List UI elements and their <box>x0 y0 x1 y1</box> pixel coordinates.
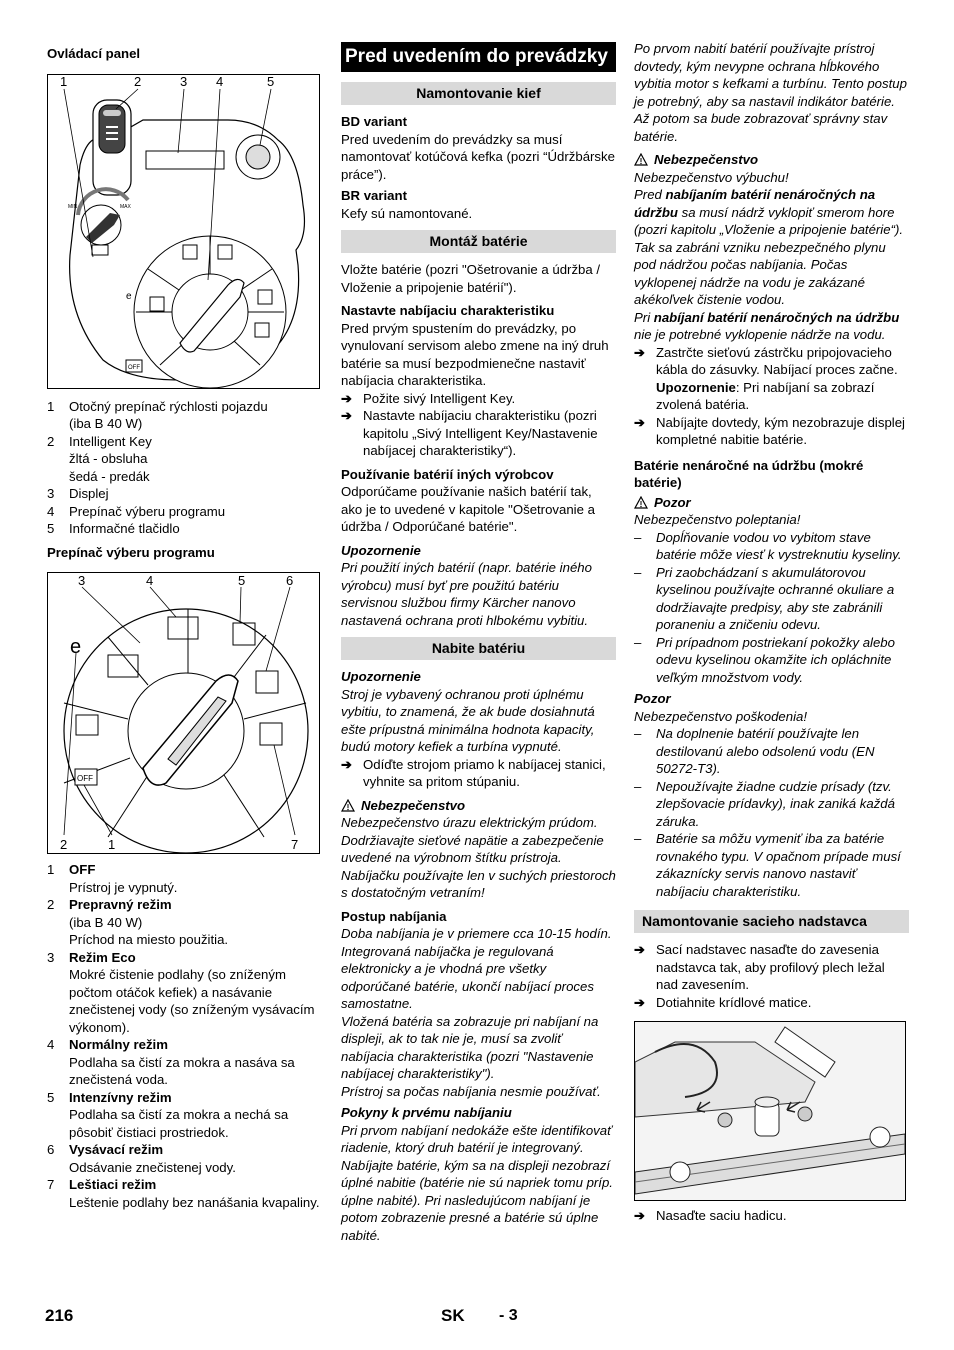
control-panel-figure <box>47 74 320 389</box>
paragraph: Pred uvedením do prevádzky sa musí namontovať kotúčová kefka (pozri “Údržbárske práce”). <box>341 131 615 182</box>
list-item-desc: Leštenie podlahy bez nanášania kvapaliny. <box>69 1194 320 1210</box>
list-item-desc: Podlaha sa čistí za mokra a nasáva sa znečistená voda. <box>69 1054 295 1087</box>
list-item: 1 OFF <box>47 862 96 877</box>
note-heading: Upozornenie <box>341 669 421 684</box>
caution-list <box>634 725 909 900</box>
svg-text:2: 2 <box>60 837 68 852</box>
instruction-step: ➔ Dotiahnite krídlové matice. <box>634 994 812 1010</box>
danger-heading: Nebezpečenstvo <box>341 797 616 815</box>
subheading: BD variant <box>341 114 407 129</box>
instruction-step: ➔ Nastavte nabíjaciu charakteristiku (pozri kapitolu „Sivý Intelligent Key/Nastavenie nabíjacej charakteristiky“). <box>341 408 598 458</box>
note-heading: Upozornenie <box>341 542 421 558</box>
list-item: 4 Normálny režim <box>47 1037 168 1052</box>
fig-num: 5 <box>267 74 275 89</box>
svg-text:e: e <box>126 290 132 302</box>
list-item: šedá - predák <box>69 468 150 484</box>
list-item: 5 Informačné tlačidlo <box>47 521 180 536</box>
subheading: Nastavte nabíjaciu charakteristiku <box>341 303 555 318</box>
arrow-icon: ➔ <box>634 942 646 957</box>
sub-page: - 3 <box>499 1307 518 1324</box>
dash-item: – Dopĺňovanie vodou vo vybitom stave batérie môže viesť k vystreknutiu kyseliny. <box>634 529 902 562</box>
list-item-desc: Odsávanie znečistenej vody. <box>69 1159 236 1175</box>
page-footer <box>0 1307 954 1329</box>
paragraph: Prístroj sa počas nabíjania nesmie používať. <box>341 1083 601 1099</box>
instruction-step: ➔ Nabíjajte dovtedy, kým nezobrazuje displej kompletné nabitie batérie. <box>634 414 905 447</box>
danger-text: Pri nabíjaní batérií nenáročných na údržbu nie je potrebné vyklopenie nádrže na vodu. <box>634 309 900 342</box>
arrow-icon: ➔ <box>634 1208 646 1223</box>
svg-text:7: 7 <box>291 837 299 852</box>
list-item: žltá - obsluha <box>69 451 148 466</box>
section-title: Namontovanie sacieho nadstavca <box>634 910 909 933</box>
paragraph: Pred prvým spustením do prevádzky, po vynulovaní servisom alebo zmene na iný druh batérie sa musí bezpodmienečne nastaviť nabíjacia charakteristika. <box>341 320 609 388</box>
note-text: Stroj je vybavený ochranou proti úplnému vybitiu, to znamená, že ak bude dosiahnutá ešte prípustná minimálna hodnota kapacity, budú motory kefiek a turbína vypnuté. <box>341 686 595 754</box>
panel-heading: Ovládací panel <box>47 46 141 61</box>
danger-heading: Nebezpečenstvo <box>634 151 909 169</box>
dash-item: – Na doplnenie batérií používajte len destilovanú alebo odsolenú vodu (EN 50272-T3). <box>634 726 875 776</box>
list-item: 5 Intenzívny režim <box>47 1089 172 1105</box>
list-item: 1 Otočný prepínač rýchlosti pojazdu <box>47 398 268 414</box>
danger-text: Nebezpečenstvo úrazu elektrickým prúdom. Dodržiavajte sieťové napätie a zabezpečenie uvedené na výrobnom štítku prístroja. <box>341 815 604 865</box>
instruction-step: ➔ Zastrčte sieťovú zástrčku pripojovacieho kábla do zásuvky. Nabíjací proces začne. Upozornenie: Pri nabíjaní sa zobrazí zvolená batéria. <box>634 344 898 412</box>
fig-num: 4 <box>216 74 224 89</box>
svg-text:4: 4 <box>146 573 154 588</box>
paragraph: Odporúčame používanie našich batérií tak, ako je to uvedené v kapitole "Ošetrovanie a údržba / Odporúčané batérie". <box>341 484 595 534</box>
list-item: 7 Leštiaci režim <box>47 1177 157 1192</box>
column-left <box>47 40 321 1215</box>
instruction-step: ➔ Nasaďte saciu hadicu. <box>634 1208 787 1223</box>
paragraph: Po prvom nabití batérií používajte prístroj dovtedy, kým nevypne ochrana hĺbkového vybitia motor s kefkami a turbínu. Tento postup je potrebný, aby sa nastavil indikátor batérie. Až potom sa bude zobrazovať správny stav batérie. <box>634 41 907 144</box>
paragraph: Integrovaná nabíjačka je regulovaná elektronicky a je vhodná pre všetky odporúčané batérie, ukončí nabíjací proces samostatne. <box>341 943 594 1011</box>
subheading: Pokyny k prvému nabíjaniu <box>341 1105 512 1120</box>
fig-num: 2 <box>134 74 142 89</box>
svg-text:OFF: OFF <box>128 364 140 371</box>
suction-head-figure <box>634 1021 906 1201</box>
program-selector-figure <box>47 572 320 854</box>
list-item: 4 Prepínač výberu programu <box>47 503 226 519</box>
fig-num: 3 <box>180 74 188 89</box>
instruction-step: ➔ Požite sivý Intelligent Key. <box>341 390 516 406</box>
column-right <box>634 40 909 1225</box>
svg-text:OFF: OFF <box>77 774 93 783</box>
caution-heading: Pozor <box>634 494 909 512</box>
warning-icon <box>634 153 648 166</box>
language-code: SK <box>441 1306 465 1325</box>
program-selector-drawing <box>48 573 319 853</box>
dash-item: – Nepoužívajte žiadne cudzie prísady (tzv. zlepšovacie prídavky), inak zaniká každá záruka. <box>634 778 895 829</box>
paragraph: Vložená batéria sa zobrazuje pri nabíjaní na displeji, ak to tak nie je, musí sa zvoliť nabíjacia charakteristika (pozri "Nastavenie nabíjacej charakteristiky"). <box>341 1013 599 1081</box>
dash-item: – Pri zaobchádzaní s akumulátorovou kyselinou používajte ochranné okuliare a dodržiavajte predpisy, aby ste zabránili poraneniu a zničeniu odevu. <box>634 564 895 632</box>
instruction-step: ➔ Sací nadstavec nasaďte do zavesenia nadstavca tak, aby profilový plech ležal nad zavesením. <box>634 942 885 992</box>
chapter-title: Pred uvedením do prevádzky <box>341 42 616 72</box>
svg-text:e: e <box>70 636 82 658</box>
list-item: 6 Vysávací režim <box>47 1142 164 1157</box>
svg-text:MIN: MIN <box>68 203 78 210</box>
list-item-desc: Príchod na miesto použitia. <box>69 932 229 947</box>
svg-text:5: 5 <box>238 573 246 588</box>
svg-text:MAX: MAX <box>120 203 131 210</box>
list-item-desc: Mokré čistenie podlahy (so zníženým počtom otáčok kefiek) a nasávanie znečistenej vody (so zníženým vysávacím výkonom). <box>69 967 315 1035</box>
danger-text: Nabíjačku používajte len v suchých priestoroch s dostatočným vetraním! <box>341 867 616 900</box>
subheading: Batérie nenáročné na údržbu (mokré batérie) <box>634 457 864 490</box>
list-item-desc: Podlaha sa čistí za mokra a nechá sa pôsobiť čistiaci prostriedok. <box>69 1107 289 1140</box>
section-title: Namontovanie kief <box>341 82 616 105</box>
paragraph: Kefy sú namontované. <box>341 205 473 221</box>
fig-num: 1 <box>60 74 68 89</box>
list-item: (iba B 40 W) <box>69 416 143 431</box>
dash-item: – Pri prípadnom postriekaní pokožky alebo odevu kyselinou okamžite ich opláchnite veľkým množstvom vody. <box>634 634 895 685</box>
suction-head-drawing <box>635 1022 905 1200</box>
column-middle <box>341 40 616 1244</box>
note-text: Pri použití iných batérií (napr. batérie iného výrobcu) musí byť pre použitú batériu servisnou službou firmy Kärcher nanovo nastavená ochrana proti hlbokému vybitiu. <box>341 560 592 628</box>
list-item: 3 Režim Eco <box>47 949 136 965</box>
paragraph: Vložte batérie (pozri "Ošetrovanie a údržba / Vloženie a pripojenie batérií"). <box>341 262 601 295</box>
svg-text:1: 1 <box>108 837 116 852</box>
panel-legend <box>47 398 321 538</box>
arrow-icon: ➔ <box>341 408 353 423</box>
paragraph: Pri prvom nabíjaní nedokáže ešte identifikovať riadenie, ktorý druh batérií je integrovaný. Nabíjajte batérie, kým sa na displeji nezobrazí úplné nabitie (batérie nie sú napriek tomu príp. úplne nabité). Pri nasledujúcom nabíjaní je potom zobrazenie presné a batérie sú úplne nabité. <box>341 1122 613 1243</box>
arrow-icon: ➔ <box>341 390 353 406</box>
control-panel-drawing <box>48 75 319 388</box>
warning-icon <box>634 496 648 509</box>
section-title: Nabite batériu <box>341 637 616 660</box>
caution-list <box>634 529 909 687</box>
danger-text: Pred nabíjaním batérií nenáročných na údržbu sa musí nádrž vyklopiť smerom hore (pozri kapitolu „Vloženie a pripojenie batérie“). Tak sa zabráni vzniku nebezpečného plynu pod nádržou počas nabíjania. Počas vyklopenej nádrže na vodu je zakázané akékoľvek čistenie vodou. <box>634 187 904 307</box>
subheading: Postup nabíjania <box>341 908 447 924</box>
danger-text: Nebezpečenstvo výbuchu! <box>634 169 789 185</box>
page-number: 216 <box>45 1306 74 1325</box>
dash-item: – Batérie sa môžu vymeniť iba za batérie rovnakého typu. V opačnom prípade musí zákaznícky servis nanovo nastaviť nabíjaciu charakteristiku. <box>634 831 901 899</box>
caution-text: Nebezpečenstvo poškodenia! <box>634 708 808 724</box>
selector-heading: Prepínač výberu programu <box>47 544 215 560</box>
subheading: Používanie batérií iných výrobcov <box>341 466 554 482</box>
warning-icon <box>341 799 355 812</box>
list-item-desc: (iba B 40 W) <box>69 914 143 930</box>
caution-heading: Pozor <box>634 691 671 706</box>
modes-list <box>47 861 321 1211</box>
list-item: 2 Prepravný režim <box>47 897 172 912</box>
section-title: Montáž batérie <box>341 230 616 253</box>
caution-text: Nebezpečenstvo poleptania! <box>634 512 801 527</box>
arrow-icon: ➔ <box>634 344 646 360</box>
svg-text:6: 6 <box>286 573 294 588</box>
arrow-icon: ➔ <box>634 414 646 430</box>
list-item-desc: Prístroj je vypnutý. <box>69 879 178 895</box>
arrow-icon: ➔ <box>341 756 353 772</box>
svg-text:3: 3 <box>78 573 86 588</box>
instruction-step: ➔ Odíďte strojom priamo k nabíjacej stanici, vyhnite sa pritom stúpaniu. <box>341 756 606 789</box>
arrow-icon: ➔ <box>634 994 646 1010</box>
paragraph: Doba nabíjania je v priemere cca 10-15 hodín. <box>341 926 612 941</box>
subheading: BR variant <box>341 188 407 203</box>
list-item: 2 Intelligent Key <box>47 433 152 449</box>
list-item: 3 Displej <box>47 486 109 501</box>
